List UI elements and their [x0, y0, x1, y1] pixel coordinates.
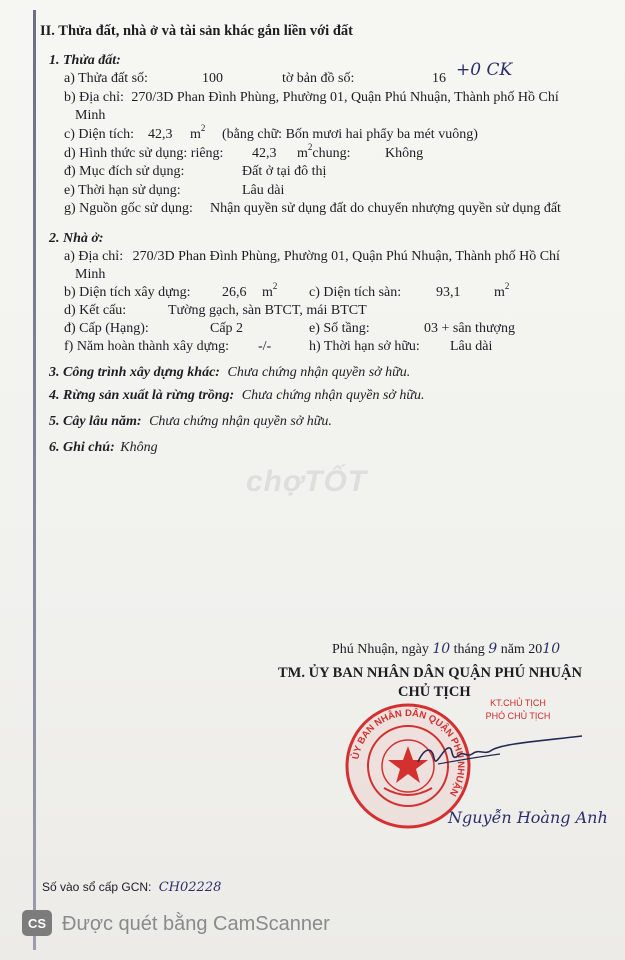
use-form-label: d) Hình thức sử dụng: riêng:: [64, 146, 224, 161]
section-title: II. Thửa đất, nhà ở và tài sản khác gắn liền với đất: [40, 23, 353, 39]
map-number: 16: [432, 71, 446, 86]
area-words: (bằng chữ: Bốn mươi hai phẩy ba mét vuông): [222, 127, 478, 142]
year-value: -/-: [258, 339, 272, 354]
seal-text: ỦY BAN NHÂN DÂN QUẬN PHÚ NHUẬN: [350, 707, 467, 798]
house-address-line2: Minh: [75, 267, 106, 282]
perennial-value: Chưa chứng nhận quyền sở hữu.: [149, 414, 332, 429]
term-value: Lâu dài: [242, 183, 285, 198]
use-form-unit-sup: 2: [307, 142, 313, 152]
chotot-watermark: chợTỐT: [246, 465, 368, 498]
floor-area-label: c) Diện tích sàn:: [309, 285, 402, 300]
camscanner-logo-icon: CS: [22, 910, 52, 936]
build-area-label: b) Diện tích xây dựng:: [64, 285, 191, 300]
area-unit: m: [190, 127, 201, 142]
house-address-label: a) Địa chỉ:: [64, 249, 124, 264]
purpose-label: đ) Mục đích sử dụng:: [64, 164, 185, 179]
purpose-value: Đất ở tại đô thị: [242, 164, 327, 179]
house-address-line1: 270/3D Phan Đình Phùng, Phường 01, Quận Phú Nhuận, Thành phố Hồ Chí: [132, 249, 560, 264]
parcel-number: 100: [202, 71, 223, 86]
chair-title: CHỦ TỊCH: [398, 684, 471, 700]
signature-icon: [410, 728, 585, 778]
area-unit-sup: 2: [200, 123, 206, 133]
land-address-label: b) Địa chỉ:: [64, 90, 124, 105]
floors-value: 03 + sân thượng: [424, 321, 515, 336]
floor-area-unit: m: [494, 285, 505, 300]
floor-area-sup: 2: [504, 281, 510, 291]
house-heading: 2. Nhà ở:: [49, 231, 104, 246]
register-label: Số vào sổ cấp GCN:: [42, 880, 152, 894]
structure-label: d) Kết cấu:: [64, 303, 127, 318]
year-label: f) Năm hoàn thành xây dựng:: [64, 339, 230, 354]
signing-place-prefix: Phú Nhuận, ngày: [332, 642, 429, 657]
build-area-value: 26,6: [222, 285, 247, 300]
floors-label: e) Số tầng:: [309, 321, 370, 336]
use-form-shared: Không: [385, 146, 424, 161]
use-form-unit: m: [297, 146, 308, 161]
origin-label: g) Nguồn gốc sử dụng:: [64, 201, 193, 216]
signing-day: 10: [432, 641, 451, 657]
forest-value: Chưa chứng nhận quyền sở hữu.: [241, 388, 425, 403]
land-address-line1: 270/3D Phan Đình Phùng, Phường 01, Quận Phú Nhuận, Thành phố Hồ Chí: [131, 90, 559, 105]
forest-label: 4. Rừng sản xuất là rừng trồng:: [49, 388, 235, 403]
register-value: CH02228: [158, 880, 222, 895]
signing-month: 9: [488, 641, 498, 657]
use-form-private: 42,3: [252, 146, 277, 161]
note-value: Không: [120, 440, 158, 455]
camscanner-text: Được quét bằng CamScanner: [62, 913, 330, 935]
grade-label: đ) Cấp (Hạng):: [64, 321, 149, 336]
signing-year-suffix: 10: [542, 641, 561, 657]
land-heading: 1. Thửa đất:: [49, 53, 121, 68]
term-label: e) Thời hạn sử dụng:: [64, 183, 181, 198]
build-area-sup: 2: [272, 281, 278, 291]
use-form-shared-label: chung:: [312, 146, 351, 161]
signing-month-label: tháng: [453, 642, 485, 657]
deputy-chair-stamp: [478, 698, 558, 722]
origin-value: Nhận quyền sử dụng đất do chuyển nhượng quyền sử dụng đất: [210, 201, 561, 216]
other-works-label: 3. Công trình xây dựng khác:: [49, 365, 220, 380]
area-label: c) Diện tích:: [64, 127, 134, 142]
perennial-label: 5. Cây lâu năm:: [49, 414, 142, 429]
land-address-line2: Minh: [75, 108, 106, 123]
signer-name: Nguyễn Hoàng Anh: [448, 808, 608, 827]
floor-area-value: 93,1: [436, 285, 461, 300]
stamp-line1: KT.CHỦ TỊCH: [490, 698, 546, 708]
authority-title: TM. ỦY BAN NHÂN DÂN QUẬN PHÚ NHUẬN: [278, 665, 582, 681]
stamp-line2: PHÓ CHỦ TỊCH: [485, 711, 551, 721]
page-border: [33, 10, 36, 950]
ownership-term-label: h) Thời hạn sở hữu:: [309, 339, 420, 354]
parcel-label: a) Thửa đất số:: [64, 71, 148, 86]
note-label: 6. Ghi chú:: [49, 440, 115, 455]
map-handwritten-note: +0 CK: [456, 60, 513, 80]
other-works-value: Chưa chứng nhận quyền sở hữu.: [227, 365, 411, 380]
structure-value: Tường gạch, sàn BTCT, mái BTCT: [168, 303, 367, 318]
area-value: 42,3: [148, 127, 173, 142]
build-area-unit: m: [262, 285, 273, 300]
map-label: tờ bản đồ số:: [282, 71, 355, 86]
signing-year-label: năm 20: [500, 642, 543, 657]
grade-value: Cấp 2: [210, 321, 244, 336]
ownership-term-value: Lâu dài: [450, 339, 493, 354]
